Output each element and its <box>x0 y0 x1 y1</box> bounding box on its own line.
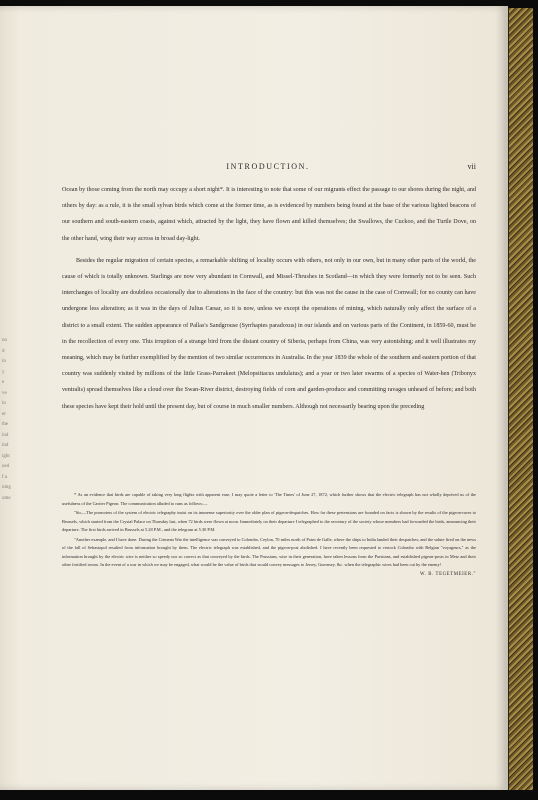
page-title: INTRODUCTION. <box>226 162 310 171</box>
bleed-fragment: ind <box>2 432 9 438</box>
bleed-fragment: ued <box>2 464 10 469</box>
bleed-fragment: in <box>2 359 6 364</box>
bleed-fragment: f a <box>2 474 8 480</box>
bleed-fragment: ind <box>2 443 9 448</box>
page-number: vii <box>467 162 476 171</box>
bleed-fragment: ome <box>2 495 11 501</box>
footnote-1: * As an evidence that birds are capable of taking very long flights with apparent ease, I may quote a letter to 'The Times' of June 27, 1872, which further shows that the electric telegraph has not wholly deprived us of the usefulness of the Carrier Pigeon. The communication alluded to runs as follows:— <box>62 492 476 506</box>
footnote-signature: W. B. TEGETMEIER." <box>419 571 476 577</box>
bleed-fragment: y <box>2 369 5 375</box>
bleed-fragment: er <box>2 411 6 417</box>
paragraph-1: Ocean by those coming from the north may occupy a short night*. It is interesting to note that some of our migrants effect the passage to our shores during the night, and others by day: as a rule, it is the small sylvan birds which come at the former time, as is evidenced by numbers being found at the base of the various lighted beacons of our southern and south-eastern coasts, against which, attracted by the light, they have flown and killed themselves; the Swallows, the Cuckoo, and the Turtle Dove, on the other hand, wing their way across in broad day-light. <box>62 187 476 242</box>
bleed-fragment: in <box>2 401 6 406</box>
bleed-fragment: the <box>2 422 9 427</box>
bleed-fragment: no <box>2 338 7 343</box>
bleed-fragment: e <box>2 380 5 385</box>
main-text <box>62 182 476 415</box>
footnotes <box>62 491 476 579</box>
footnote-2: "Sir,—The promoters of the system of electric telegraphy insist on its immense superiority over the older plan of pigeon-despatches. How far these pretensions are founded on facts is shown by the results of the pigeon-races to Brussels, which started from the Crystal Palace on Thursday last, when 72 birds were flown at noon. Immediately on their departure I telegraphed to the secretary of the society whose members had forwarded the birds, announcing their departure. The first birds arrived in Brussels at 5.28 P.M., and the telegram at 5.30 P.M. <box>62 510 476 532</box>
running-head <box>60 162 476 176</box>
bleed-fragment: ight <box>2 453 10 459</box>
book-page <box>0 6 508 790</box>
bleed-fragment: ve <box>2 390 7 396</box>
paragraph-2: Besides the regular migration of certain species, a remarkable shifting of locality occurs with others, not only in our own, but in many other parts of the world, the cause of which is totally unknown. Starlings are now very abundant in Cornwall, and Missel-Thrushes in Scotland—in which they were formerly not to be seen. Such interchanges of locality are doubtless occasionally due to alterations in the face of the country: but this was not the cause in the case of Cornwall; for no county can have undergone less alteration; as it was in the days of Julius Cæsar, so it is now, unless we except the operations of mining, which naturally only affect the surface of a district to a small extent. The sudden appearance of Pallas's Sandgrouse (Syrrhaptes paradoxus) in our islands and on various parts of the Continent, in 1859-60, must be in the recollection of every one. This irruption of a strange bird from the distant country of Siberia, perhaps from China, was very astonishing; and it well illustrates my meaning, which may be further exemplified by the mention of two similar occurrences in Australia. In the year 1839 the whole of the southern and eastern portion of that country was suddenly visited by millions of the little Grass-Parrakeet (Melopsittacus undulatus); and a year or two later swarms of a species of Water-hen (Tribonyx ventralis) spread themselves like a cloud over the Swan-River district, destroying fields of corn and garden-produce and committing ravages unheard of before; and both these species have kept their hold until the present day, but of course in much smaller numbers. Although not necessarily bearing upon the preceding <box>62 257 476 410</box>
facing-page-bleed <box>2 336 16 676</box>
footnote-3: "Another example, and I have done. During the Crimean War the intelligence was conveyed to Colombo, Ceylon, 70 miles north of Point de Galle, where the ships to India landed their despatches; and the salute fired on the news of the fall of Sebastopol resulted from information brought by them. The electric telegraph was established, and the pigeon-post abolished. I have recently been requested to restock Colombo with Belgian "voyageurs," as the information brought by the electric wire is neither so speedy nor so correct as that conveyed by the birds. The Prussians, wise in their generation, have taken lessons from the Parisians, and established pigeon-posts in Metz and their other fortified towns. In the event of a war in which we may be engaged, what would be the value of birds that would convey messages to Jersey, Guernsey, &c. when the telegraphic wires had been cut by the enemy! <box>62 536 476 567</box>
book-binding-edge <box>508 8 533 790</box>
bleed-fragment: ning <box>2 485 11 490</box>
bleed-fragment: d <box>2 348 5 354</box>
